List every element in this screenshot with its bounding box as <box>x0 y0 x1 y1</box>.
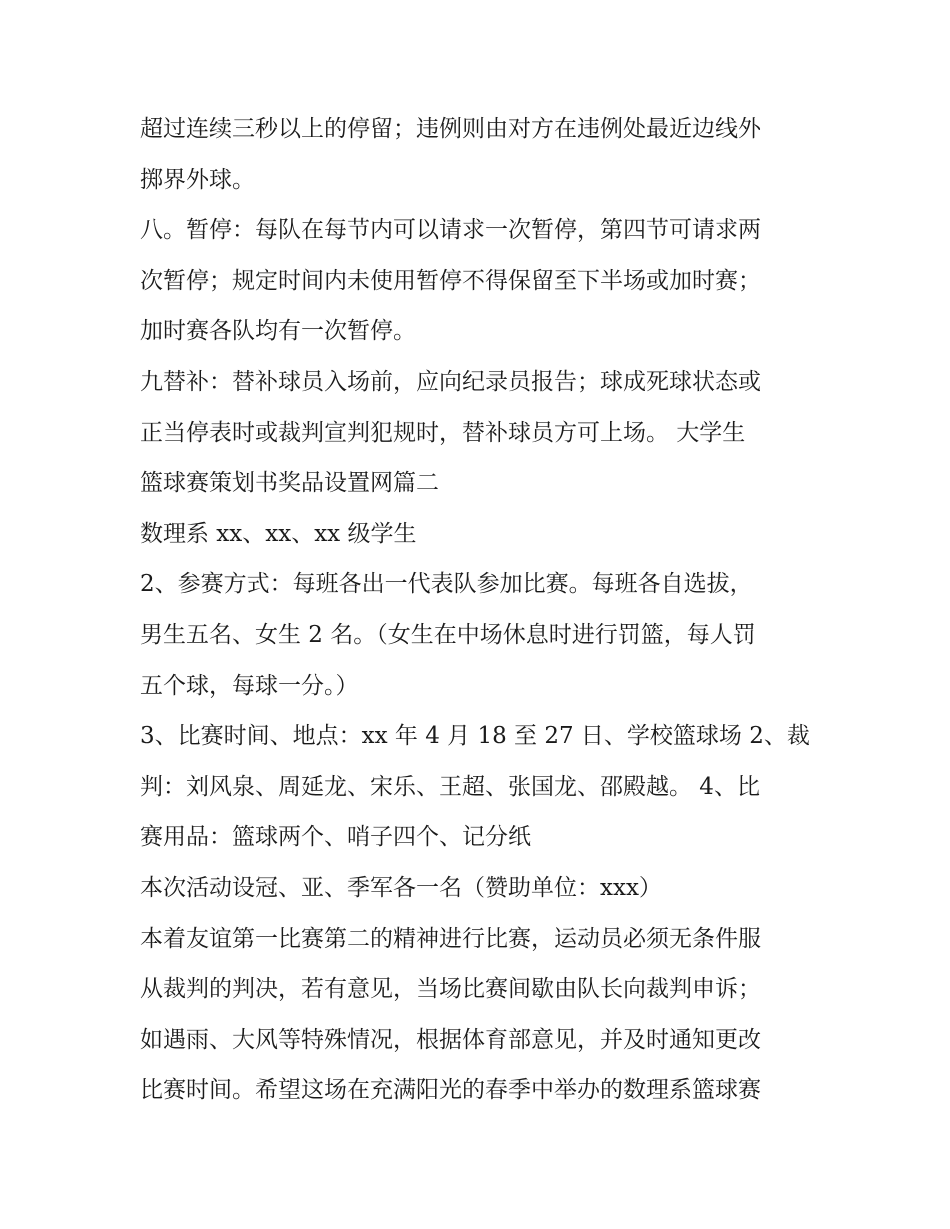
text-line: 八。暂停：每队在每节内可以请求一次暂停，第四节可请求两 <box>140 217 761 244</box>
text-line: 五个球，每球一分。） <box>140 672 359 699</box>
text-line: 从裁判的判决，若有意见，当场比赛间歇由队长向裁判申诉； <box>140 976 761 1003</box>
text-line: 超过连续三秒以上的停留；违例则由对方在违例处最近边线外 <box>140 116 761 142</box>
document-body <box>140 104 830 1116</box>
text-line: 次暂停；规定时间内未使用暂停不得保留至下半场或加时赛； <box>140 267 761 294</box>
text-line: 加时赛各队均有一次暂停。 <box>140 318 416 345</box>
text-line: 男生五名、女生 2 名。（女生在中场休息时进行罚篮，每人罚 <box>140 621 756 648</box>
text-line: 2、参赛方式：每班各出一代表队参加比赛。每班各自选拔， <box>140 571 753 598</box>
text-line: 判：刘风泉、周延龙、宋乐、王超、张国龙、邵殿越。 4、比 <box>140 773 760 800</box>
text-line: 正当停表时或裁判宣判犯规时，替补球员方可上场。 大学生 <box>140 419 746 446</box>
text-line: 比赛时间。希望这场在充满阳光的春季中举办的数理系篮球赛 <box>140 1077 761 1104</box>
text-line: 本次活动设冠、亚、季军各一名（赞助单位：xxx） <box>140 874 662 901</box>
text-line: 篮球赛策划书奖品设置网篇二 <box>140 470 439 497</box>
text-line: 九替补：替补球员入场前，应向纪录员报告；球成死球状态或 <box>140 368 761 395</box>
text-line: 赛用品：篮球两个、哨子四个、记分纸 <box>140 824 531 851</box>
text-line: 数理系 xx、xx、xx 级学生 <box>140 520 417 547</box>
text-line: 如遇雨、大风等特殊情况，根据体育部意见，并及时通知更改 <box>140 1026 761 1053</box>
text-line: 3、比赛时间、地点：xx 年 4 月 18 至 27 日、学校篮球场 2、裁 <box>140 723 810 750</box>
text-line: 本着友谊第一比赛第二的精神进行比赛，运动员必须无条件服 <box>140 925 761 952</box>
text-line: 掷界外球。 <box>140 166 255 193</box>
